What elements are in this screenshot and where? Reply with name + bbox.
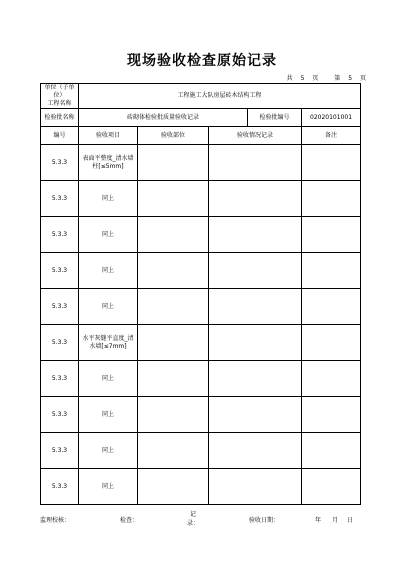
row-remark — [302, 469, 361, 505]
row-no: 5.3.3 — [41, 325, 79, 361]
batch-name-label: 检验批名称 — [41, 109, 79, 127]
row-location — [138, 289, 209, 325]
row-location — [138, 253, 209, 289]
recorder-label-line1: 记 — [190, 511, 197, 518]
row-item: 同上 — [79, 433, 138, 469]
row-location — [138, 145, 209, 181]
unit-row — [41, 84, 361, 109]
unit-label-cell — [41, 84, 79, 109]
row-remark — [302, 253, 361, 289]
row-item: 同上 — [79, 289, 138, 325]
batch-no-value: 02020101001 — [302, 109, 361, 127]
unit-label-line1: 单位（子单位） — [44, 84, 75, 100]
row-record — [209, 325, 302, 361]
recorder-label-line2: 录： — [187, 520, 200, 527]
header-location: 验收部位 — [138, 127, 209, 145]
row-no: 5.3.3 — [41, 397, 79, 433]
row-record — [209, 397, 302, 433]
row-no: 5.3.3 — [41, 217, 79, 253]
header-record: 验收情况记录 — [209, 127, 302, 145]
row-remark — [302, 145, 361, 181]
row-item: 表面平整度_清水墙柱[≤5mm] — [79, 145, 138, 181]
row-location — [138, 325, 209, 361]
row-item: 同上 — [79, 469, 138, 505]
batch-no-label: 检验批编号 — [248, 109, 302, 127]
header-remark: 备注 — [302, 127, 361, 145]
batch-row — [41, 109, 361, 127]
row-no: 5.3.3 — [41, 433, 79, 469]
row-no: 5.3.3 — [41, 145, 79, 181]
row-record — [209, 217, 302, 253]
header-item: 验收项目 — [79, 127, 138, 145]
current-page-prefix: 第 — [334, 75, 341, 82]
row-no: 5.3.3 — [41, 181, 79, 217]
row-item: 同上 — [79, 397, 138, 433]
supervisor-label: 监理校核： — [40, 517, 71, 524]
date-day-label: 日 — [347, 517, 354, 524]
table-row — [41, 433, 361, 469]
row-location — [138, 361, 209, 397]
table-row — [41, 145, 361, 181]
row-location — [138, 469, 209, 505]
table-row — [41, 361, 361, 397]
row-record — [209, 145, 302, 181]
row-item: 水平灰缝平直度_清水墙[≤7mm] — [79, 325, 138, 361]
row-record — [209, 469, 302, 505]
table-row — [41, 253, 361, 289]
row-remark — [302, 325, 361, 361]
inspection-record-table — [40, 83, 361, 505]
row-record — [209, 361, 302, 397]
total-pages: 5 — [300, 75, 305, 82]
total-pages-suffix: 页 — [312, 75, 319, 82]
signature-footer — [40, 511, 370, 531]
table-row — [41, 181, 361, 217]
batch-name-value: 砖砌体检验批质量验收记录 — [79, 109, 248, 127]
header-row — [41, 127, 361, 145]
table-row — [41, 217, 361, 253]
row-record — [209, 181, 302, 217]
inspector-label: 检查： — [120, 517, 139, 524]
row-item: 同上 — [79, 361, 138, 397]
row-location — [138, 397, 209, 433]
row-location — [138, 433, 209, 469]
date-year-label: 年 — [315, 517, 322, 524]
row-no: 5.3.3 — [41, 253, 79, 289]
current-page: 5 — [348, 75, 353, 82]
unit-label-line2: 工程名称 — [47, 100, 72, 108]
recorder-label — [187, 509, 199, 527]
table-row — [41, 397, 361, 433]
row-no: 5.3.3 — [41, 289, 79, 325]
row-remark — [302, 397, 361, 433]
date-label: 验收日期： — [249, 517, 280, 524]
table-row — [41, 289, 361, 325]
row-item: 同上 — [79, 217, 138, 253]
row-record — [209, 253, 302, 289]
table-row — [41, 325, 361, 361]
current-page-suffix: 页 — [359, 75, 366, 82]
row-remark — [302, 433, 361, 469]
page-info — [281, 73, 366, 82]
row-record — [209, 289, 302, 325]
row-remark — [302, 217, 361, 253]
row-item: 同上 — [79, 253, 138, 289]
date-month-label: 月 — [332, 517, 339, 524]
header-no: 编号 — [41, 127, 79, 145]
row-no: 5.3.3 — [41, 469, 79, 505]
row-record — [209, 433, 302, 469]
unit-value-cell: 工程施工大队房屋砖木结构工程 — [79, 84, 361, 109]
row-item: 同上 — [79, 181, 138, 217]
row-no: 5.3.3 — [41, 361, 79, 397]
row-remark — [302, 361, 361, 397]
total-pages-prefix: 共 — [286, 75, 293, 82]
row-remark — [302, 289, 361, 325]
row-location — [138, 181, 209, 217]
table-row — [41, 469, 361, 505]
row-remark — [302, 181, 361, 217]
page-title: 现场验收检查原始记录 — [127, 53, 277, 69]
row-location — [138, 217, 209, 253]
